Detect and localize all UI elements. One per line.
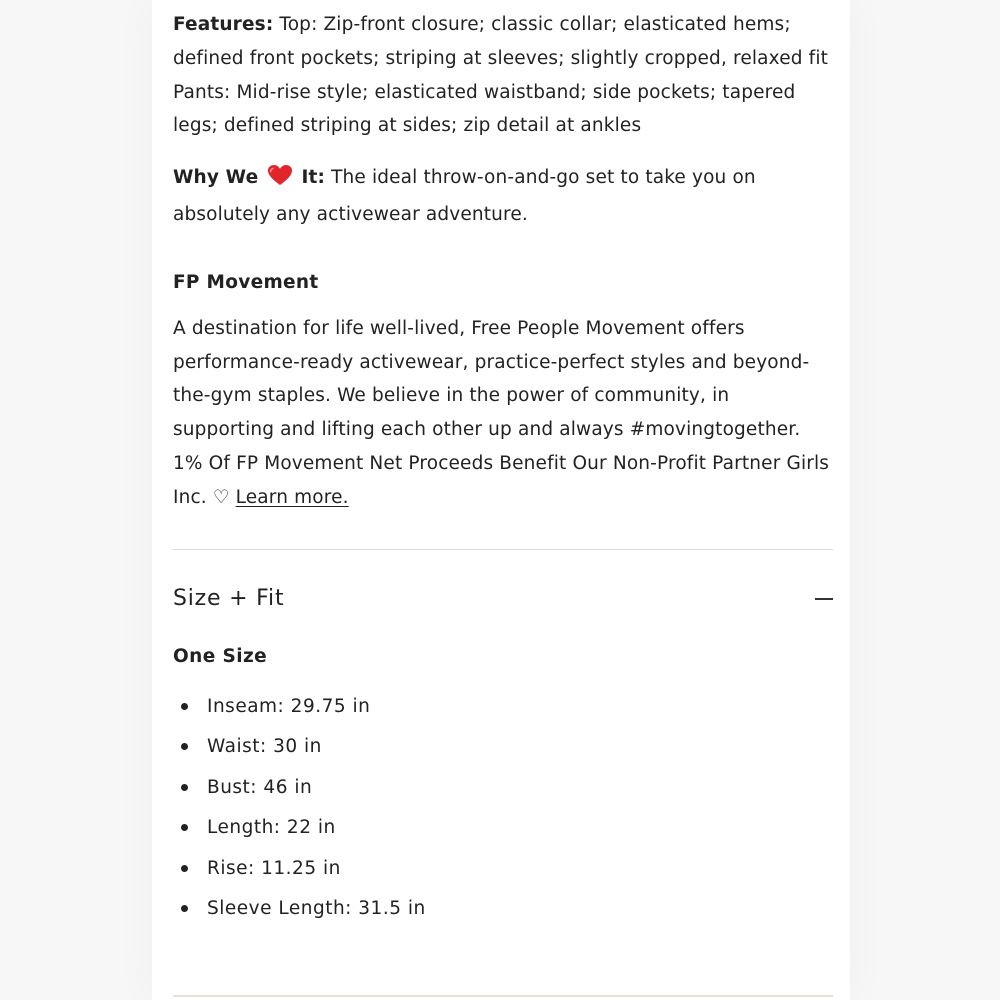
why-label [173, 167, 325, 188]
minus-icon[interactable] [815, 598, 833, 600]
list-item [173, 892, 833, 933]
measurement-inseam: Inseam: 29.75 in [207, 695, 371, 717]
heart-icon [267, 164, 293, 198]
brand-title: FP Movement [173, 271, 319, 293]
product-details-panel [152, 0, 850, 1000]
why-we-love-it-text [173, 161, 833, 232]
list-item [173, 730, 833, 771]
features-top: Top: Zip-front closure; classic collar; elasticated hems; defined front pockets; striping at sleeves; slightly cropped, relaxed fit [173, 14, 829, 69]
brand-text: A destination for life well-lived, Free People Movement offers performance-ready activewear, practice-perfect styles and beyond-the-gym staples. We believe in the power of community, in supporting and lifting each other up and always #movingtogether. 1% Of FP Movement Net Proceeds Benefit Our Non-Profit Partner Girls Inc. ♡ [173, 317, 830, 508]
why-label-start: Why We [173, 167, 265, 189]
bullet-icon [181, 784, 188, 791]
list-item [173, 690, 833, 731]
why-text: The ideal throw-on-and-go set to take you on absolutely any activewear adventure. [173, 167, 756, 225]
bullet-icon [181, 824, 188, 831]
measurement-sleeve-length: Sleeve Length: 31.5 in [207, 898, 426, 920]
size-fit-title: Size + Fit [173, 586, 285, 612]
measurement-bust: Bust: 46 in [207, 776, 313, 798]
size-fit-accordion-header[interactable] [173, 550, 833, 648]
measurement-waist: Waist: 30 in [207, 736, 322, 758]
bullet-icon [181, 703, 188, 710]
list-item [173, 811, 833, 852]
measurement-length: Length: 22 in [207, 817, 336, 839]
brand-description [173, 312, 833, 515]
bullet-icon [181, 743, 188, 750]
features-pants: Pants: Mid-rise style; elasticated waistband; side pockets; tapered legs; defined striping at sides; zip detail at ankles [173, 81, 796, 137]
features-text [173, 8, 833, 143]
why-label-end: It: [294, 167, 326, 189]
features-label: Features: [173, 14, 274, 35]
learn-more-link[interactable]: Learn more. [235, 486, 349, 508]
size-label: One Size [173, 645, 268, 667]
bullet-icon [181, 865, 188, 872]
measurements-list [173, 690, 833, 933]
bullet-icon [181, 905, 188, 912]
bottom-divider [173, 995, 833, 997]
list-item [173, 852, 833, 893]
list-item [173, 771, 833, 812]
product-description [173, 8, 833, 933]
measurement-rise: Rise: 11.25 in [207, 857, 341, 879]
